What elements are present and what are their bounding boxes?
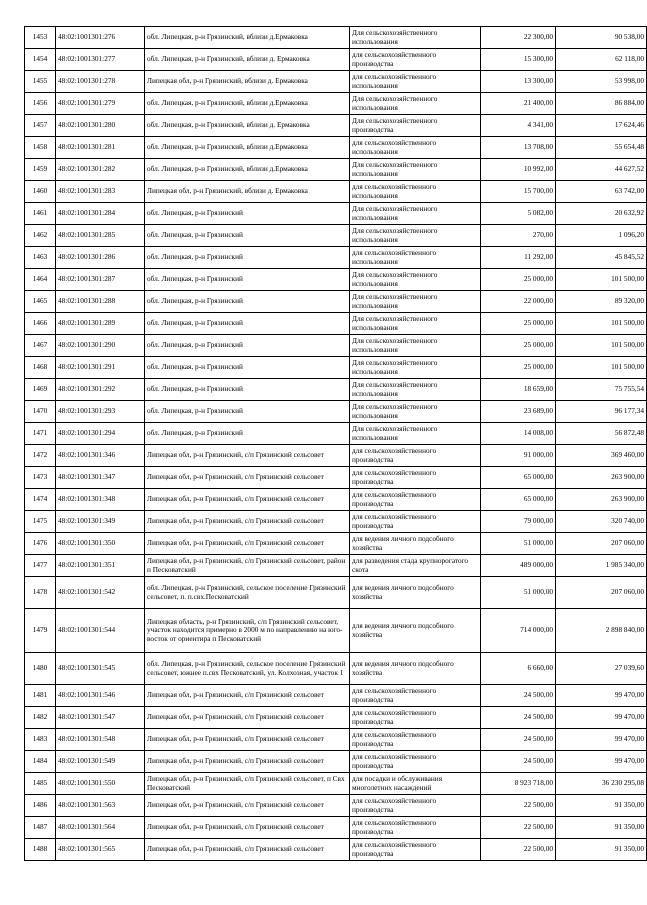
- row-number-cell: 1476: [25, 533, 56, 555]
- row-number-cell: 1471: [25, 423, 56, 445]
- land-use-cell: Для сельскохозяйственного производства: [350, 115, 481, 137]
- row-number-cell: 1474: [25, 489, 56, 511]
- row-number-cell: 1469: [25, 379, 56, 401]
- table-row: [25, 291, 647, 313]
- land-use-cell: Для сельскохозяйственного использования: [350, 357, 481, 379]
- cadastral-number-cell: 48:02:1001301:286: [56, 247, 145, 269]
- cadastral-value-cell: 91 350,00: [556, 817, 647, 839]
- cadastral-number-cell: 48:02:1001301:284: [56, 203, 145, 225]
- land-use-cell: для сельскохозяйственного производства: [350, 817, 481, 839]
- row-number-cell: 1465: [25, 291, 56, 313]
- area-sqm-cell: 24 500,00: [481, 751, 556, 773]
- cadastral-value-cell: 90 538,00: [556, 27, 647, 49]
- row-number-cell: 1461: [25, 203, 56, 225]
- land-plot-registry: [24, 26, 644, 861]
- table-row: [25, 93, 647, 115]
- land-use-cell: Для сельскохозяйственного использования: [350, 159, 481, 181]
- cadastral-number-cell: 48:02:1001301:563: [56, 795, 145, 817]
- area-sqm-cell: 15 700,00: [481, 181, 556, 203]
- cadastral-number-cell: 48:02:1001301:347: [56, 467, 145, 489]
- cadastral-number-cell: 48:02:1001301:291: [56, 357, 145, 379]
- cadastral-value-cell: 91 350,00: [556, 839, 647, 861]
- cadastral-value-cell: 99 470,00: [556, 729, 647, 751]
- cadastral-number-cell: 48:02:1001301:282: [56, 159, 145, 181]
- land-use-cell: Для сельскохозяйственного использования: [350, 379, 481, 401]
- land-use-cell: Для сельскохозяйственного использования: [350, 313, 481, 335]
- address-cell: Липецкая область, р-н Грязинский, с/п Грязинский сельсовет, участок находится примерно в 2000 м по направлению на юго-восток от ориентира п Песковатский: [145, 609, 350, 653]
- table-row: [25, 225, 647, 247]
- address-cell: обл. Липецкая, р-н Грязинский: [145, 335, 350, 357]
- area-sqm-cell: 24 500,00: [481, 685, 556, 707]
- table-row: [25, 685, 647, 707]
- area-sqm-cell: 15 300,00: [481, 49, 556, 71]
- address-cell: Липецкая обл, р-н Грязинский, с/п Грязинский сельсовет: [145, 685, 350, 707]
- address-cell: обл. Липецкая, р-н Грязинский, сельское поселение Грязинский сельсовет, южнее п.свх Песковатский, ул. Колхозная, участок 1: [145, 653, 350, 685]
- row-number-cell: 1455: [25, 71, 56, 93]
- cadastral-value-cell: 1 985 340,00: [556, 555, 647, 577]
- table-row: [25, 269, 647, 291]
- table-row: [25, 379, 647, 401]
- row-number-cell: 1466: [25, 313, 56, 335]
- cadastral-number-cell: 48:02:1001301:564: [56, 817, 145, 839]
- cadastral-value-cell: 53 998,00: [556, 71, 647, 93]
- address-cell: обл. Липецкая, р-н Грязинский: [145, 313, 350, 335]
- table-row: [25, 159, 647, 181]
- address-cell: Липецкая обл, р-н Грязинский, вблизи д. Ермаковка: [145, 71, 350, 93]
- address-cell: обл. Липецкая, р-н Грязинский: [145, 357, 350, 379]
- table-row: [25, 335, 647, 357]
- address-cell: обл. Липецкая, р-н Грязинский: [145, 225, 350, 247]
- cadastral-number-cell: 48:02:1001301:294: [56, 423, 145, 445]
- row-number-cell: 1484: [25, 751, 56, 773]
- row-number-cell: 1485: [25, 773, 56, 795]
- area-sqm-cell: 24 500,00: [481, 707, 556, 729]
- cadastral-value-cell: 263 900,00: [556, 489, 647, 511]
- row-number-cell: 1480: [25, 653, 56, 685]
- area-sqm-cell: 25 000,00: [481, 269, 556, 291]
- registry-table: [24, 26, 647, 861]
- area-sqm-cell: 23 689,00: [481, 401, 556, 423]
- table-row: [25, 181, 647, 203]
- area-sqm-cell: 6 660,00: [481, 653, 556, 685]
- address-cell: обл. Липецкая, р-н Грязинский: [145, 423, 350, 445]
- land-use-cell: для сельскохозяйственного использования: [350, 247, 481, 269]
- cadastral-number-cell: 48:02:1001301:545: [56, 653, 145, 685]
- cadastral-number-cell: 48:02:1001301:546: [56, 685, 145, 707]
- address-cell: Липецкая обл, р-н Грязинский, с/п Грязинский сельсовет: [145, 751, 350, 773]
- cadastral-number-cell: 48:02:1001301:548: [56, 729, 145, 751]
- row-number-cell: 1483: [25, 729, 56, 751]
- address-cell: обл. Липецкая, р-н Грязинский: [145, 379, 350, 401]
- row-number-cell: 1473: [25, 467, 56, 489]
- cadastral-value-cell: 263 900,00: [556, 467, 647, 489]
- table-row: [25, 489, 647, 511]
- cadastral-value-cell: 101 500,00: [556, 313, 647, 335]
- address-cell: обл. Липецкая, р-н Грязинский: [145, 291, 350, 313]
- address-cell: обл. Липецкая, р-н Грязинский: [145, 203, 350, 225]
- address-cell: Липецкая обл, р-н Грязинский, с/п Грязинский сельсовет: [145, 489, 350, 511]
- table-row: [25, 115, 647, 137]
- table-row: [25, 313, 647, 335]
- row-number-cell: 1463: [25, 247, 56, 269]
- cadastral-value-cell: 86 884,00: [556, 93, 647, 115]
- row-number-cell: 1458: [25, 137, 56, 159]
- cadastral-value-cell: 91 350,00: [556, 795, 647, 817]
- row-number-cell: 1467: [25, 335, 56, 357]
- land-use-cell: для сельскохозяйственного производства: [350, 685, 481, 707]
- area-sqm-cell: 22 500,00: [481, 839, 556, 861]
- cadastral-value-cell: 96 177,34: [556, 401, 647, 423]
- land-use-cell: Для сельскохозяйственного использования: [350, 225, 481, 247]
- cadastral-number-cell: 48:02:1001301:279: [56, 93, 145, 115]
- area-sqm-cell: 91 000,00: [481, 445, 556, 467]
- row-number-cell: 1481: [25, 685, 56, 707]
- area-sqm-cell: 22 500,00: [481, 795, 556, 817]
- land-use-cell: для сельскохозяйственного производства: [350, 795, 481, 817]
- cadastral-number-cell: 48:02:1001301:565: [56, 839, 145, 861]
- cadastral-number-cell: 48:02:1001301:346: [56, 445, 145, 467]
- table-row: [25, 653, 647, 685]
- land-use-cell: для сельскохозяйственного производства: [350, 707, 481, 729]
- address-cell: Липецкая обл, р-н Грязинский, с/п Грязинский сельсовет: [145, 707, 350, 729]
- row-number-cell: 1470: [25, 401, 56, 423]
- cadastral-number-cell: 48:02:1001301:290: [56, 335, 145, 357]
- cadastral-number-cell: 48:02:1001301:351: [56, 555, 145, 577]
- row-number-cell: 1454: [25, 49, 56, 71]
- cadastral-number-cell: 48:02:1001301:348: [56, 489, 145, 511]
- cadastral-value-cell: 101 500,00: [556, 357, 647, 379]
- land-use-cell: для ведения личного подсобного хозяйства: [350, 533, 481, 555]
- address-cell: обл. Липецкая, р-н Грязинский, вблизи д.Ермаковка: [145, 159, 350, 181]
- cadastral-number-cell: 48:02:1001301:283: [56, 181, 145, 203]
- address-cell: обл. Липецкая, р-н Грязинский: [145, 269, 350, 291]
- cadastral-number-cell: 48:02:1001301:349: [56, 511, 145, 533]
- land-use-cell: для сельскохозяйственного производства: [350, 467, 481, 489]
- cadastral-value-cell: 63 742,00: [556, 181, 647, 203]
- table-row: [25, 247, 647, 269]
- address-cell: обл. Липецкая, р-н Грязинский: [145, 247, 350, 269]
- land-use-cell: для сельскохозяйственного производства: [350, 511, 481, 533]
- cadastral-value-cell: 207 060,00: [556, 577, 647, 609]
- cadastral-value-cell: 320 740,00: [556, 511, 647, 533]
- cadastral-number-cell: 48:02:1001301:549: [56, 751, 145, 773]
- table-row: [25, 71, 647, 93]
- land-use-cell: для сельскохозяйственного производства: [350, 445, 481, 467]
- area-sqm-cell: 21 400,00: [481, 93, 556, 115]
- cadastral-value-cell: 55 654,48: [556, 137, 647, 159]
- land-use-cell: для сельскохозяйственного производства: [350, 729, 481, 751]
- table-row: [25, 27, 647, 49]
- land-use-cell: Для сельскохозяйственного использования: [350, 335, 481, 357]
- cadastral-number-cell: 48:02:1001301:289: [56, 313, 145, 335]
- land-use-cell: Для сельскохозяйственного использования: [350, 269, 481, 291]
- cadastral-value-cell: 27 039,60: [556, 653, 647, 685]
- area-sqm-cell: 51 000,00: [481, 577, 556, 609]
- address-cell: Липецкая обл, р-н Грязинский, с/п Грязинский сельсовет: [145, 817, 350, 839]
- land-use-cell: Для сельскохозяйственного использования: [350, 203, 481, 225]
- area-sqm-cell: 25 000,00: [481, 357, 556, 379]
- table-row: [25, 511, 647, 533]
- land-use-cell: Для сельскохозяйственного использования: [350, 93, 481, 115]
- table-row: [25, 357, 647, 379]
- area-sqm-cell: 24 500,00: [481, 729, 556, 751]
- cadastral-number-cell: 48:02:1001301:293: [56, 401, 145, 423]
- cadastral-number-cell: 48:02:1001301:350: [56, 533, 145, 555]
- land-use-cell: Для сельскохозяйственного использования: [350, 27, 481, 49]
- table-row: [25, 795, 647, 817]
- table-row: [25, 773, 647, 795]
- cadastral-number-cell: 48:02:1001301:547: [56, 707, 145, 729]
- table-row: [25, 555, 647, 577]
- area-sqm-cell: 13 300,00: [481, 71, 556, 93]
- table-row: [25, 467, 647, 489]
- address-cell: Липецкая обл, р-н Грязинский, с/п Грязинский сельсовет: [145, 839, 350, 861]
- area-sqm-cell: 4 341,00: [481, 115, 556, 137]
- table-row: [25, 401, 647, 423]
- area-sqm-cell: 8 923 718,00: [481, 773, 556, 795]
- cadastral-number-cell: 48:02:1001301:542: [56, 577, 145, 609]
- cadastral-value-cell: 62 118,00: [556, 49, 647, 71]
- cadastral-value-cell: 1 096,20: [556, 225, 647, 247]
- land-use-cell: для посадки и обслуживания многолетних насаждений: [350, 773, 481, 795]
- address-cell: Липецкая обл, р-н Грязинский, вблизи д. Ермаковка: [145, 181, 350, 203]
- row-number-cell: 1478: [25, 577, 56, 609]
- land-use-cell: для сельскохозяйственного использования: [350, 137, 481, 159]
- address-cell: обл. Липецкая, р-н Грязинский: [145, 401, 350, 423]
- address-cell: Липецкая обл, р-н Грязинский, с/п Грязинский сельсовет: [145, 467, 350, 489]
- address-cell: обл. Липецкая, р-н Грязинский, вблизи д.Ермаковка: [145, 93, 350, 115]
- cadastral-value-cell: 2 898 840,00: [556, 609, 647, 653]
- row-number-cell: 1487: [25, 817, 56, 839]
- cadastral-value-cell: 20 632,92: [556, 203, 647, 225]
- table-row: [25, 137, 647, 159]
- address-cell: обл. Липецкая, р-н Грязинский, сельское поселение Грязинский сельсовет, п. п.свх.Песковатский: [145, 577, 350, 609]
- land-use-cell: Для сельскохозяйственного использования: [350, 291, 481, 313]
- area-sqm-cell: 51 000,00: [481, 533, 556, 555]
- row-number-cell: 1475: [25, 511, 56, 533]
- table-row: [25, 533, 647, 555]
- area-sqm-cell: 22 300,00: [481, 27, 556, 49]
- row-number-cell: 1479: [25, 609, 56, 653]
- address-cell: Липецкая обл, р-н Грязинский, с/п Грязинский сельсовет: [145, 533, 350, 555]
- area-sqm-cell: 5 082,00: [481, 203, 556, 225]
- area-sqm-cell: 25 000,00: [481, 313, 556, 335]
- address-cell: Липецкая обл, р-н Грязинский, с/п Грязинский сельсовет: [145, 445, 350, 467]
- table-row: [25, 839, 647, 861]
- area-sqm-cell: 79 000,00: [481, 511, 556, 533]
- address-cell: обл. Липецкая, р-н Грязинский, вблизи д.Ермаковка: [145, 27, 350, 49]
- area-sqm-cell: 270,00: [481, 225, 556, 247]
- address-cell: Липецкая обл, р-н Грязинский, с/п Грязинский сельсовет: [145, 511, 350, 533]
- cadastral-number-cell: 48:02:1001301:550: [56, 773, 145, 795]
- table-row: [25, 729, 647, 751]
- area-sqm-cell: 714 000,00: [481, 609, 556, 653]
- cadastral-number-cell: 48:02:1001301:544: [56, 609, 145, 653]
- row-number-cell: 1488: [25, 839, 56, 861]
- table-row: [25, 203, 647, 225]
- row-number-cell: 1457: [25, 115, 56, 137]
- land-use-cell: для сельскохозяйственного использования: [350, 71, 481, 93]
- area-sqm-cell: 65 000,00: [481, 489, 556, 511]
- row-number-cell: 1477: [25, 555, 56, 577]
- cadastral-value-cell: 17 624,46: [556, 115, 647, 137]
- area-sqm-cell: 13 708,00: [481, 137, 556, 159]
- cadastral-number-cell: 48:02:1001301:278: [56, 71, 145, 93]
- row-number-cell: 1460: [25, 181, 56, 203]
- address-cell: Липецкая обл, р-н Грязинский, с/п Грязинский сельсовет: [145, 729, 350, 751]
- land-use-cell: для сельскохозяйственного производства: [350, 751, 481, 773]
- cadastral-value-cell: 45 845,52: [556, 247, 647, 269]
- area-sqm-cell: 18 659,00: [481, 379, 556, 401]
- land-use-cell: для сельскохозяйственного производства: [350, 839, 481, 861]
- table-row: [25, 423, 647, 445]
- land-use-cell: для сельскохозяйственного использования: [350, 181, 481, 203]
- land-use-cell: Для сельскохозяйственного использования: [350, 401, 481, 423]
- table-row: [25, 445, 647, 467]
- land-use-cell: для разведения стада крупнорогатого скота: [350, 555, 481, 577]
- cadastral-value-cell: 44 627,52: [556, 159, 647, 181]
- row-number-cell: 1459: [25, 159, 56, 181]
- cadastral-number-cell: 48:02:1001301:281: [56, 137, 145, 159]
- address-cell: Липецкая обл, р-н Грязинский, с/п Грязинский сельсовет: [145, 795, 350, 817]
- address-cell: Липецкая обл, р-н Грязинский, с/п Грязинский сельсовет, п Свх Песковатский: [145, 773, 350, 795]
- row-number-cell: 1468: [25, 357, 56, 379]
- cadastral-value-cell: 89 320,00: [556, 291, 647, 313]
- address-cell: обл. Липецкая, р-н Грязинский, вблизи д. Ермаковка: [145, 115, 350, 137]
- cadastral-value-cell: 101 500,00: [556, 335, 647, 357]
- land-use-cell: для сельскохозяйственного производства: [350, 489, 481, 511]
- row-number-cell: 1472: [25, 445, 56, 467]
- land-use-cell: для сельскохозяйственного производства: [350, 49, 481, 71]
- cadastral-number-cell: 48:02:1001301:287: [56, 269, 145, 291]
- table-row: [25, 707, 647, 729]
- cadastral-value-cell: 99 470,00: [556, 751, 647, 773]
- cadastral-number-cell: 48:02:1001301:288: [56, 291, 145, 313]
- area-sqm-cell: 25 000,00: [481, 335, 556, 357]
- registry-rows: [25, 27, 647, 861]
- land-use-cell: для ведения личного подсобного хозяйства: [350, 609, 481, 653]
- row-number-cell: 1462: [25, 225, 56, 247]
- area-sqm-cell: 489 000,00: [481, 555, 556, 577]
- row-number-cell: 1456: [25, 93, 56, 115]
- address-cell: обл. Липецкая, р-н Грязинский, вблизи д. Ермаковка: [145, 49, 350, 71]
- cadastral-value-cell: 369 460,00: [556, 445, 647, 467]
- cadastral-value-cell: 75 755,54: [556, 379, 647, 401]
- cadastral-value-cell: 101 500,00: [556, 269, 647, 291]
- area-sqm-cell: 65 000,00: [481, 467, 556, 489]
- area-sqm-cell: 10 992,00: [481, 159, 556, 181]
- area-sqm-cell: 22 000,00: [481, 291, 556, 313]
- cadastral-number-cell: 48:02:1001301:276: [56, 27, 145, 49]
- table-row: [25, 817, 647, 839]
- row-number-cell: 1486: [25, 795, 56, 817]
- area-sqm-cell: 22 500,00: [481, 817, 556, 839]
- table-row: [25, 577, 647, 609]
- cadastral-number-cell: 48:02:1001301:285: [56, 225, 145, 247]
- area-sqm-cell: 11 292,00: [481, 247, 556, 269]
- land-use-cell: Для сельскохозяйственного использования: [350, 423, 481, 445]
- address-cell: Липецкая обл, р-н Грязинский, с/п Грязинский сельсовет, район п Песковатский: [145, 555, 350, 577]
- address-cell: обл. Липецкая, р-н Грязинский, вблизи д.Ермаковка: [145, 137, 350, 159]
- table-row: [25, 49, 647, 71]
- row-number-cell: 1453: [25, 27, 56, 49]
- cadastral-number-cell: 48:02:1001301:280: [56, 115, 145, 137]
- cadastral-value-cell: 99 470,00: [556, 707, 647, 729]
- cadastral-value-cell: 36 230 295,08: [556, 773, 647, 795]
- row-number-cell: 1482: [25, 707, 56, 729]
- cadastral-value-cell: 207 060,00: [556, 533, 647, 555]
- row-number-cell: 1464: [25, 269, 56, 291]
- cadastral-value-cell: 99 470,00: [556, 685, 647, 707]
- cadastral-number-cell: 48:02:1001301:277: [56, 49, 145, 71]
- cadastral-number-cell: 48:02:1001301:292: [56, 379, 145, 401]
- land-use-cell: для ведения личного подсобного хозяйства: [350, 653, 481, 685]
- table-row: [25, 751, 647, 773]
- cadastral-value-cell: 56 872,48: [556, 423, 647, 445]
- table-row: [25, 609, 647, 653]
- land-use-cell: для ведения личного подсобного хозяйства: [350, 577, 481, 609]
- area-sqm-cell: 14 008,00: [481, 423, 556, 445]
